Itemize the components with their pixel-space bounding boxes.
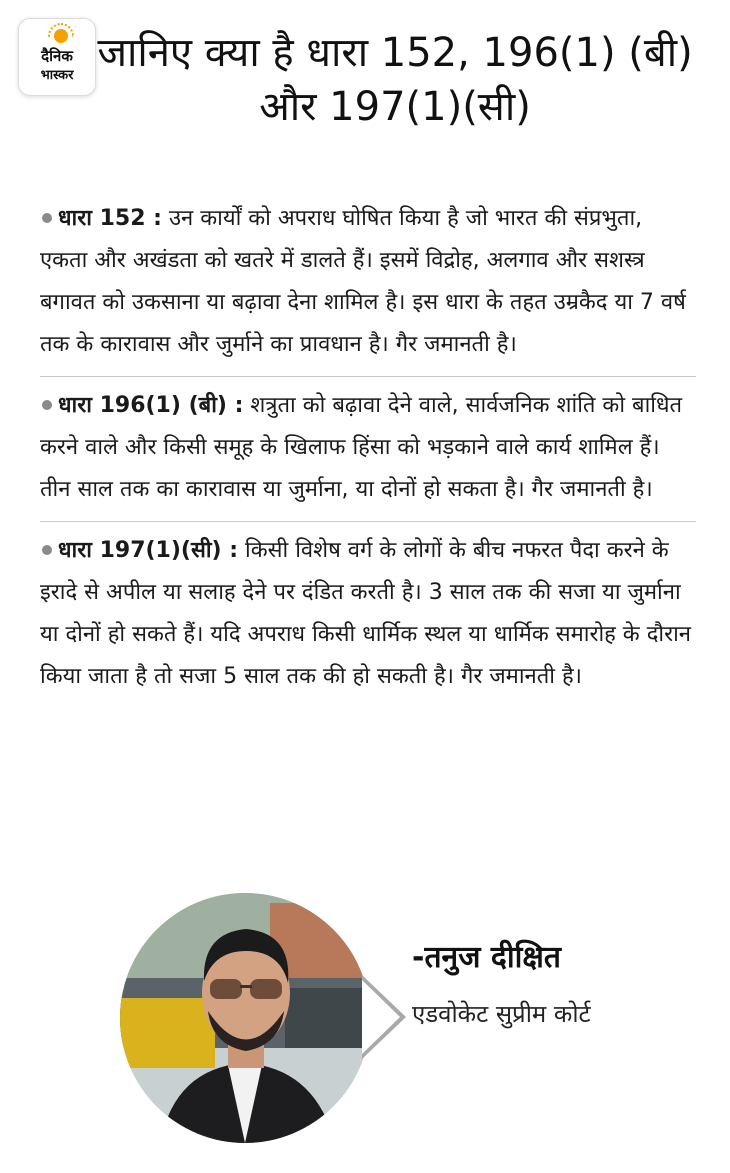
portrait-illustration xyxy=(120,893,370,1143)
section-paragraph xyxy=(40,385,696,511)
section-heading: धारा 196(1) (बी) : xyxy=(58,393,244,418)
bullet-icon xyxy=(42,400,52,410)
section-text: किसी विशेष वर्ग के लोगों के बीच नफरत पैदा करने के इरादे से अपील या सलाह देने पर दंडित करती है। 3 साल तक की सजा या जुर्माना या दोनों हो सकते हैं। यदि अपराध किसी धार्मिक स्थल या धार्मिक समारोह के दौरान किया जाता है तो सजा 5 साल तक की हो सकती है। गैर जमानती है। xyxy=(40,538,691,689)
speech-pointer-inner xyxy=(362,980,400,1054)
section-dhara-196 xyxy=(40,385,696,511)
page-title: जानिए क्या है धारा 152, 196(1) (बी) और 197(1)(सी) xyxy=(97,30,693,130)
divider xyxy=(40,376,696,377)
author-designation: एडवोकेट सुप्रीम कोर्ट xyxy=(412,1000,591,1028)
section-text: शत्रुता को बढ़ावा देने वाले, सार्वजनिक शांति को बाधित करने वाले और किसी समूह के खिलाफ हिंसा को भड़काने वाले कार्य शामिल हैं। तीन साल तक का कारावास या जुर्माना, या दोनों हो सकता है। गैर जमानती है। xyxy=(40,393,683,502)
sun-icon xyxy=(54,29,68,43)
quote-author: -तनुज दीक्षित xyxy=(412,940,561,975)
author-photo xyxy=(120,893,370,1143)
section-heading: धारा 152 : xyxy=(58,206,162,231)
bullet-icon xyxy=(42,545,52,555)
logo-line-2: भास्कर xyxy=(40,68,74,83)
sections-list xyxy=(40,198,696,698)
section-paragraph xyxy=(40,198,696,366)
section-dhara-197 xyxy=(40,530,696,698)
section-heading: धारा 197(1)(सी) : xyxy=(58,538,239,563)
section-dhara-152 xyxy=(40,198,696,366)
logo-line-1: दैनिक xyxy=(41,47,73,65)
divider xyxy=(40,521,696,522)
bullet-icon xyxy=(42,213,52,223)
section-paragraph xyxy=(40,530,696,698)
section-text: उन कार्यों को अपराध घोषित किया है जो भारत की संप्रभुता, एकता और अखंडता को खतरे में डालते हैं। इसमें विद्रोह, अलगाव और सशस्त्र बगावत को उकसाना या बढ़ावा देना शामिल है। इस धारा के तहत उम्रकैद या 7 वर्ष तक के कारावास और जुर्माने का प्रावधान है। गैर जमानती है। xyxy=(40,206,686,357)
